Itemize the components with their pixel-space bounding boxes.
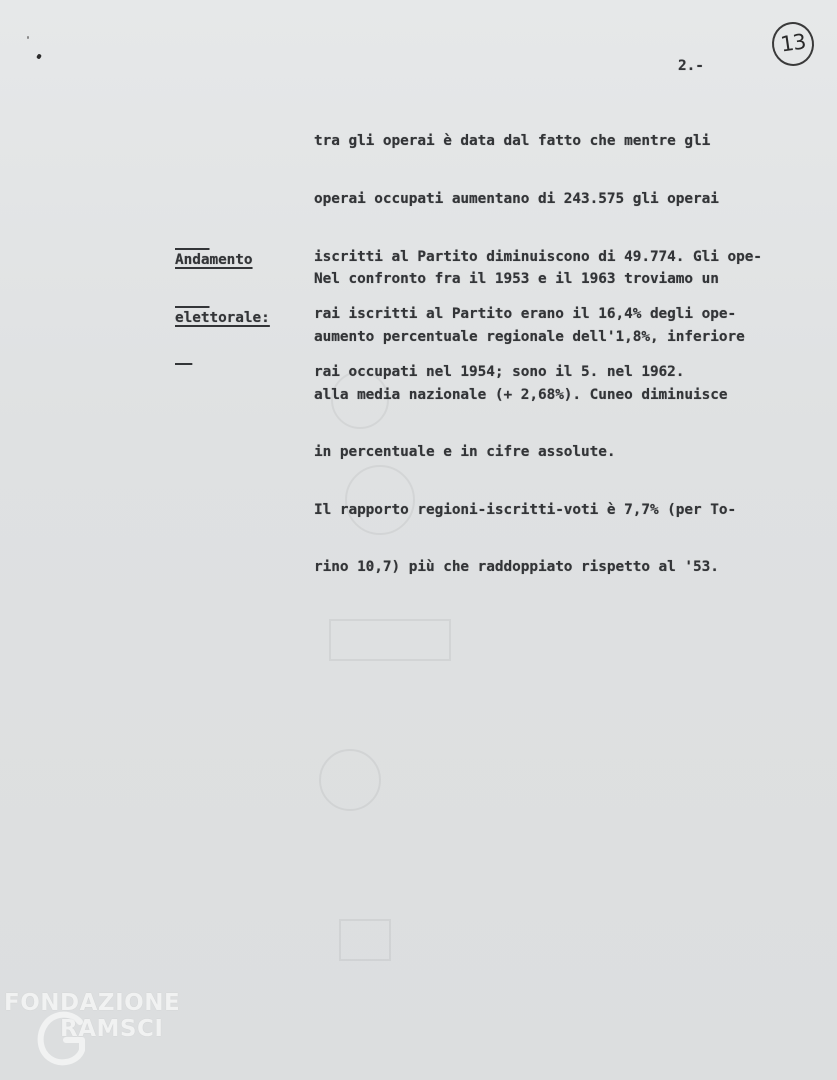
text-line: Il rapporto regioni-iscritti-voti è 7,7% (per To- [314, 501, 737, 518]
paper-speck [36, 53, 42, 59]
side-heading [175, 213, 270, 367]
side-heading-line: Andamento [175, 252, 253, 269]
text-line: iscritti al Partito diminuiscono di 49.774. Gli ope- [314, 248, 762, 265]
archive-stamp-number [769, 19, 817, 68]
show-through-bleed [270, 360, 570, 980]
text-line: rai iscritti al Partito erano il 16,4% degli ope- [314, 306, 737, 323]
paper-speck [27, 36, 29, 39]
page-number: 2.- [678, 58, 704, 74]
watermark-line1: FONDAZIONE [4, 990, 181, 1016]
text-line: rai occupati nel 1954; sono il 5. nel 1962. [314, 363, 685, 380]
text-line: aumento percentuale regionale dell'1,8%, inferiore [314, 329, 745, 346]
text-line: in percentuale e in cifre assolute. [314, 444, 616, 461]
text-line: operai occupati aumentano di 243.575 gli operai [314, 191, 719, 208]
text-line: alla media nazionale (+ 2,68%). Cuneo diminuisce [314, 386, 728, 403]
text-line: Nel confronto fra il 1953 e il 1963 troviamo un [314, 271, 719, 288]
side-heading-line: elettorale: [175, 310, 270, 327]
watermark-line2: RAMSCI [60, 1016, 164, 1042]
text-line: rino 10,7) più che raddoppiato rispetto al '53. [314, 559, 719, 576]
text-line: tra gli operai è data dal fatto che mentre gli [314, 133, 711, 150]
archive-stamp-number-text: 13 [778, 29, 807, 57]
fondazione-gramsci-watermark [4, 990, 204, 1070]
